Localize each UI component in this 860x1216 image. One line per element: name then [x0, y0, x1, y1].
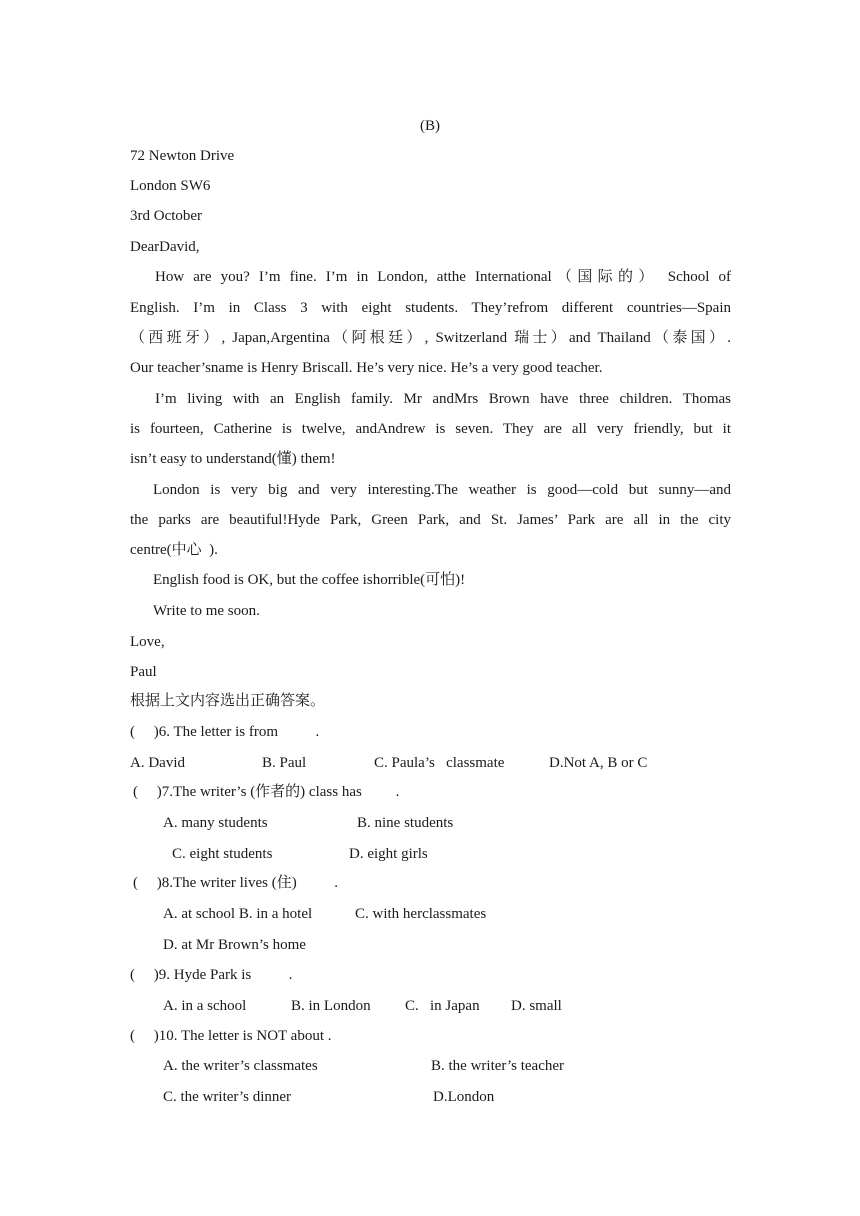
letter-body-line: isn’t easy to understand(懂) them!: [130, 451, 336, 467]
answer-option[interactable]: D.Not A, B or C: [549, 755, 648, 771]
answer-option[interactable]: B. Paul: [262, 755, 307, 771]
question-stem: ( )10. The letter is NOT about .: [130, 1028, 332, 1044]
answer-option[interactable]: A. many students: [163, 815, 268, 831]
question-stem: ( )7.The writer’s (作者的) class has .: [133, 784, 400, 800]
answer-option[interactable]: A. in a school: [163, 998, 247, 1014]
answer-option[interactable]: C. the writer’s dinner: [163, 1089, 292, 1105]
answer-option[interactable]: C. eight students: [172, 846, 273, 862]
answer-option[interactable]: D.London: [433, 1089, 495, 1105]
letter-body-line: centre(中心 ).: [130, 542, 218, 558]
instruction: 根据上文内容选出正确答案。: [130, 693, 326, 709]
letter-body-line: English. I’m in Class 3 with eight students. They’refrom different countries—Spain: [130, 300, 731, 316]
question-stem: ( )8.The writer lives (住) .: [133, 875, 338, 891]
answer-option[interactable]: A. at school B. in a hotel: [163, 906, 313, 922]
letter-body-line: English food is OK, but the coffee ishorrible(可怕)!: [153, 572, 466, 588]
letter-body-line: the parks are beautiful!Hyde Park, Green Park, and St. James’ Park are all in the city: [130, 512, 731, 528]
letter-body-line: Our teacher’sname is Henry Briscall. He’s very nice. He’s a very good teacher.: [130, 360, 603, 376]
letter-greeting: DearDavid,: [130, 239, 200, 255]
answer-option[interactable]: A. the writer’s classmates: [163, 1058, 318, 1074]
address-line: London SW6: [130, 178, 211, 194]
answer-option[interactable]: C. Paula’s classmate: [374, 755, 505, 771]
letter-body-line: （西班牙）, Japan,Argentina（阿根廷）, Switzerland 瑞士）and Thailand（泰国）.: [130, 330, 731, 346]
section-label: (B): [420, 118, 440, 134]
answer-option[interactable]: D. eight girls: [349, 846, 428, 862]
answer-option[interactable]: B. in London: [291, 998, 371, 1014]
answer-option[interactable]: A. David: [130, 755, 185, 771]
answer-option[interactable]: B. the writer’s teacher: [431, 1058, 565, 1074]
letter-body-line: I’m living with an English family. Mr andMrs Brown have three children. Thomas: [155, 391, 731, 407]
question-stem: ( )9. Hyde Park is .: [130, 967, 293, 983]
letter-body-line: London is very big and very interesting.The weather is good—cold but sunny—and: [153, 482, 731, 498]
address-line: 72 Newton Drive: [130, 148, 235, 164]
letter-body-line: is fourteen, Catherine is twelve, andAndrew is seven. They are all very friendly, but it: [130, 421, 731, 437]
answer-option[interactable]: C. in Japan: [405, 998, 480, 1014]
answer-option[interactable]: C. with herclassmates: [355, 906, 487, 922]
question-stem: ( )6. The letter is from .: [130, 724, 320, 740]
letter-body-line: How are you? I’m fine. I’m in London, atthe International（国际的） School of: [155, 269, 731, 285]
answer-option[interactable]: D. small: [511, 998, 562, 1014]
answer-option[interactable]: B. nine students: [357, 815, 454, 831]
letter-closing: Love,: [130, 634, 165, 650]
letter-date: 3rd October: [130, 208, 203, 224]
letter-body-line: Write to me soon.: [153, 603, 260, 619]
letter-signature: Paul: [130, 664, 157, 680]
answer-option[interactable]: D. at Mr Brown’s home: [163, 937, 306, 953]
